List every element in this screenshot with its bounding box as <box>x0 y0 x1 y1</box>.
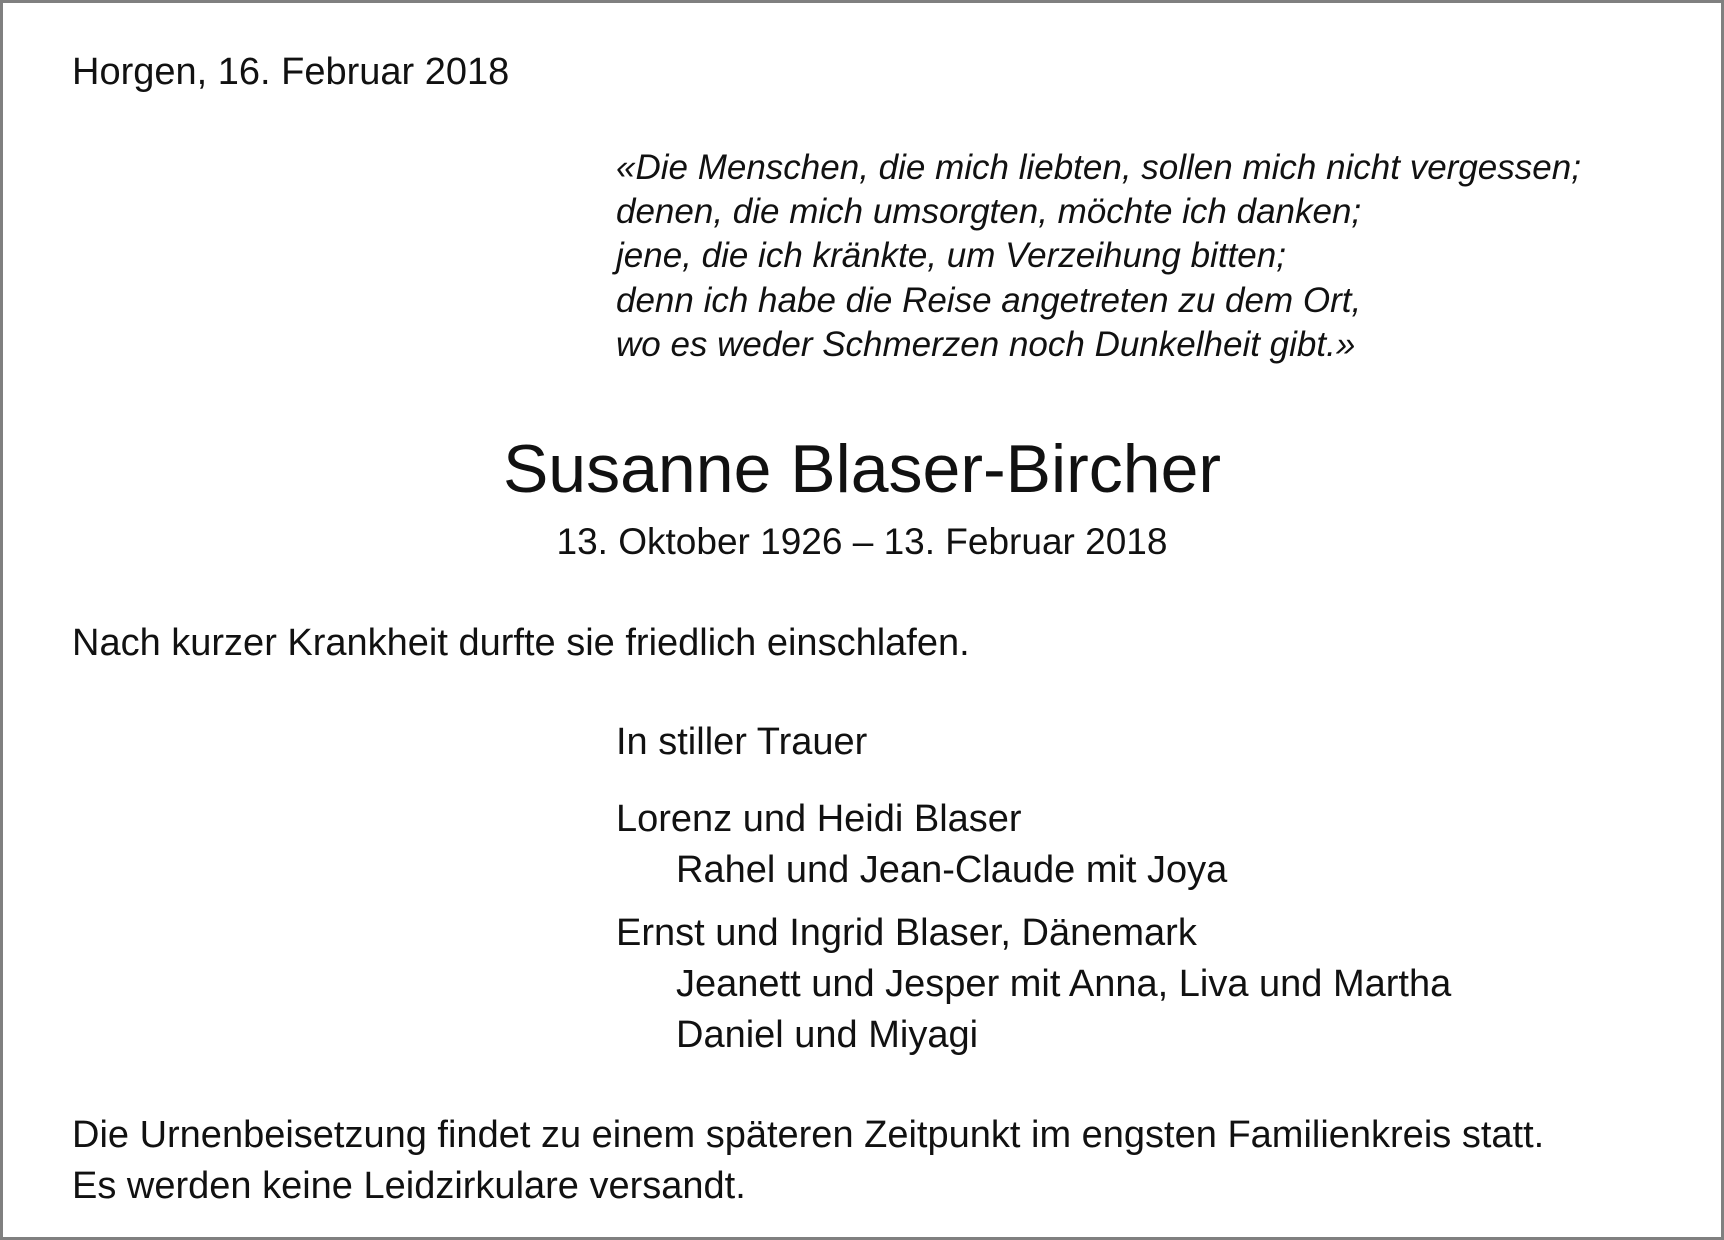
mourner-name: Ernst und Ingrid Blaser, Dänemark <box>616 912 1197 954</box>
mourner-name: Lorenz und Heidi Blaser <box>616 798 1022 840</box>
life-dates: 13. Oktober 1926 – 13. Februar 2018 <box>556 521 1168 562</box>
mourner-descendant: Jeanett und Jesper mit Anna, Liva und Martha <box>676 963 1452 1005</box>
quote-line: jene, die ich kränkte, um Verzeihung bitten; <box>616 236 1286 275</box>
closing-line: Es werden keine Leidzirkulare versandt. <box>72 1165 746 1207</box>
closing-line: Die Urnenbeisetzung findet zu einem späteren Zeitpunkt im engsten Familienkreis statt. <box>72 1114 1545 1156</box>
deceased-name: Susanne Blaser-Bircher <box>502 431 1222 507</box>
quote-line: denn ich habe die Reise angetreten zu dem Ort, <box>616 281 1362 320</box>
mourner-descendant: Daniel und Miyagi <box>676 1014 979 1056</box>
quote-line: denen, die mich umsorgten, möchte ich danken; <box>616 192 1362 231</box>
mourning-heading: In stiller Trauer <box>616 721 868 763</box>
place-date: Horgen, 16. Februar 2018 <box>72 51 510 93</box>
quote-line: «Die Menschen, die mich liebten, sollen mich nicht vergessen; <box>616 148 1581 187</box>
mourner-descendant: Rahel und Jean-Claude mit Joya <box>676 849 1228 891</box>
quote-line: wo es weder Schmerzen noch Dunkelheit gibt.» <box>616 325 1356 364</box>
statement: Nach kurzer Krankheit durfte sie friedlich einschlafen. <box>72 622 970 664</box>
